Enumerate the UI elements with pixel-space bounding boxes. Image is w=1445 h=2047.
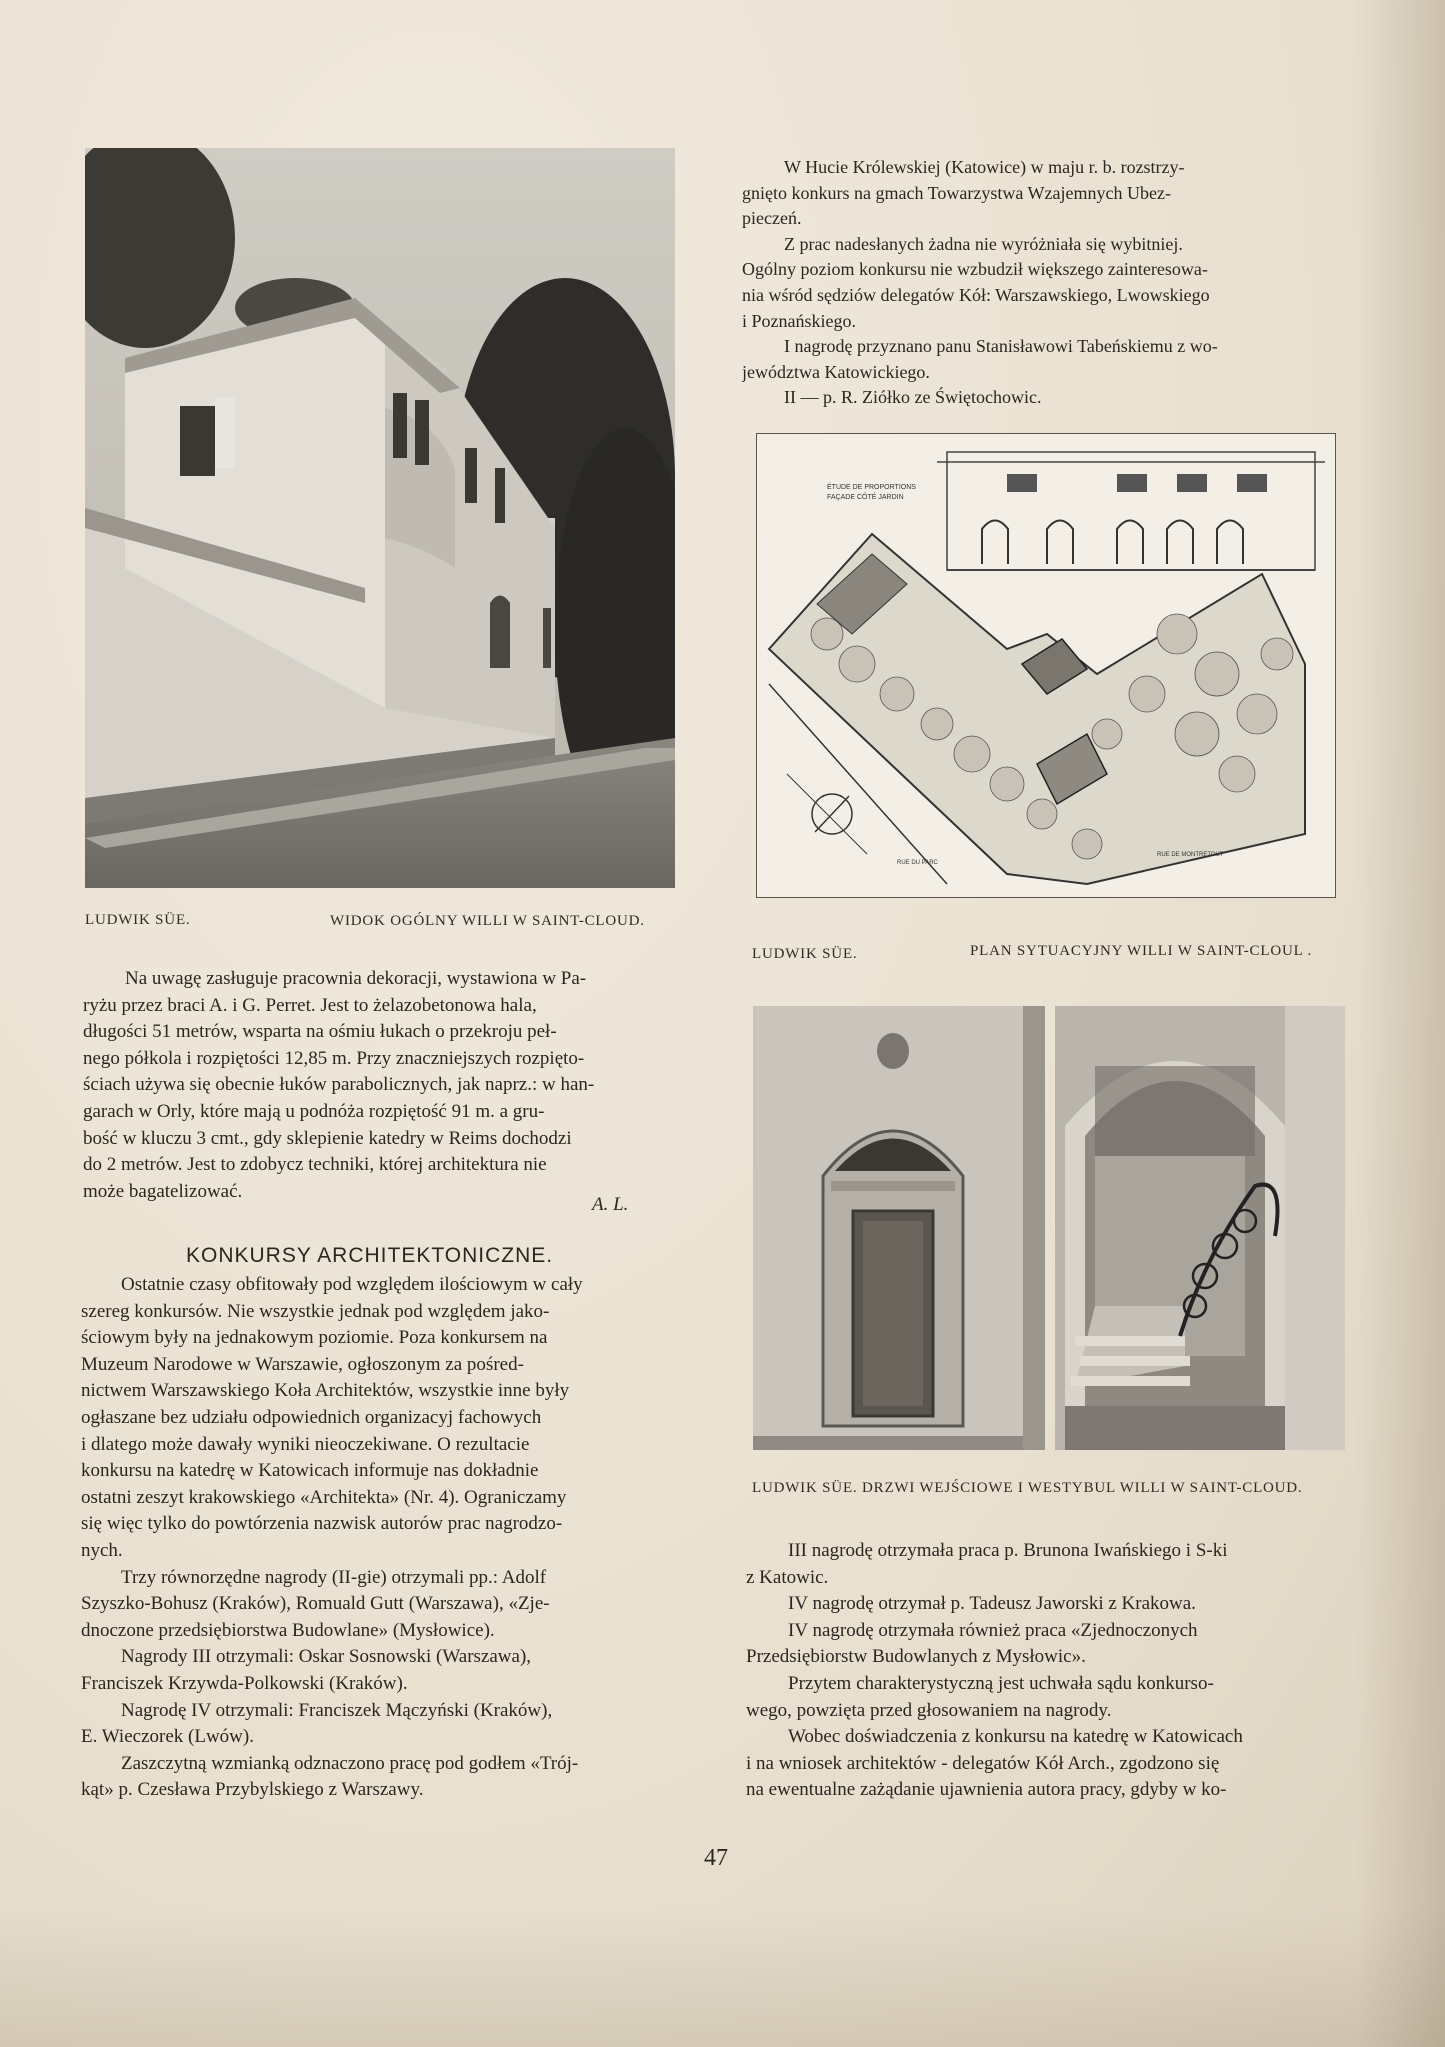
villa-photo-caption-author: LUDWIK SÜE. bbox=[85, 912, 191, 928]
page-bottom-shadow bbox=[0, 1907, 1445, 2047]
text-line: Franciszek Krzywda-Polkowski (Kraków). bbox=[81, 1672, 408, 1694]
site-plan-drawing bbox=[756, 433, 1336, 898]
text-line: z Katowic. bbox=[746, 1566, 829, 1588]
plan-label-street1: RUE DU PARC bbox=[897, 860, 938, 866]
page-number: 47 bbox=[704, 1845, 728, 1871]
text-line: Wobec doświadczenia z konkursu na katedrę w Katowicach bbox=[788, 1726, 1243, 1748]
text-line: Przytem charakterystyczną jest uchwała sądu konkurso- bbox=[788, 1672, 1214, 1694]
competitions-paragraphs bbox=[81, 1272, 686, 1804]
text-line: bość w kluczu 3 cmt., gdy sklepienie katedry w Reims dochodzi bbox=[83, 1127, 572, 1149]
text-line: Ogólny poziom konkursu nie wzbudził większego zainteresowa- bbox=[742, 259, 1208, 280]
katowice-competition-text bbox=[742, 155, 1327, 411]
text-line: szereg konkursów. Nie wszystkie jednak pod względem jako- bbox=[81, 1300, 550, 1322]
text-line: kąt» p. Czesława Przybylskiego z Warszawy. bbox=[81, 1779, 424, 1801]
section-heading: KONKURSY ARCHITEKTONICZNE. bbox=[186, 1244, 554, 1267]
page-edge-shadow bbox=[1355, 0, 1445, 2047]
text-line: Muzeum Narodowe w Warszawie, ogłoszonym za pośred- bbox=[81, 1353, 524, 1375]
site-plan-caption-title: PLAN SYTUACYJNY WILLI W SAINT-CLOUL . bbox=[970, 943, 1313, 959]
text-line: Szyszko-Bohusz (Kraków), Romuald Gutt (Warszawa), «Zje- bbox=[81, 1593, 550, 1615]
text-line: nia wśród sędziów delegatów Kół: Warszawskiego, Lwowskiego bbox=[742, 284, 1210, 305]
text-line: ogłaszane bez udziału odpowiednich organizacyj fachowych bbox=[81, 1406, 542, 1428]
plan-label-facade: FAÇADE CÔTÉ JARDIN bbox=[827, 494, 904, 501]
text-line: nych. bbox=[81, 1539, 123, 1561]
text-line: Trzy równorzędne nagrody (II-gie) otrzymali pp.: Adolf bbox=[121, 1566, 547, 1588]
text-line: i Poznańskiego. bbox=[742, 310, 856, 331]
plan-label-study: ÉTUDE DE PROPORTIONS bbox=[827, 484, 916, 491]
perret-paragraph bbox=[83, 966, 683, 1205]
text-line: nego półkola i rozpiętości 12,85 m. Przy znaczniejszych rozpięto- bbox=[83, 1047, 585, 1069]
prize-results-text bbox=[746, 1538, 1356, 1804]
text-line: i na wniosek architektów - delegatów Kół Arch., zgodzono się bbox=[746, 1752, 1220, 1774]
text-line: ryżu przez braci A. i G. Perret. Jest to żelazobetonowa hala, bbox=[83, 994, 537, 1016]
plan-label-street2: RUE DE MONTRETOUT bbox=[1157, 852, 1224, 858]
text-line: i dlatego może dawały wyniki nieoczekiwane. O rezultacie bbox=[81, 1433, 530, 1455]
author-signature: A. L. bbox=[592, 1194, 629, 1215]
text-line: jewództwa Katowickiego. bbox=[742, 361, 930, 382]
text-line: II — p. R. Ziółko ze Świętochowic. bbox=[784, 387, 1042, 408]
text-line: garach w Orly, które mają u podnóża rozpiętość 91 m. a gru- bbox=[83, 1100, 545, 1122]
text-line: ściowym były na jednakowym poziomie. Poza konkursem na bbox=[81, 1327, 548, 1349]
text-line: Z prac nadesłanych żadna nie wyróżniała się wybitniej. bbox=[784, 233, 1183, 254]
text-line: pieczeń. bbox=[742, 208, 802, 229]
villa-photo bbox=[85, 148, 675, 888]
text-line: wego, powzięta przed głosowaniem na nagrody. bbox=[746, 1699, 1112, 1721]
text-line: E. Wieczorek (Lwów). bbox=[81, 1726, 254, 1748]
text-line: Na uwagę zasługuje pracownia dekoracji, wystawiona w Pa- bbox=[125, 968, 587, 989]
entrance-door-photo bbox=[753, 1006, 1045, 1450]
text-line: nictwem Warszawskiego Koła Architektów, wszystkie inne były bbox=[81, 1380, 570, 1402]
text-line: się więc tylko do powtórzenia nazwisk autorów prac nagrodzo- bbox=[81, 1513, 563, 1535]
text-line: ściach używa się obecnie łuków parabolicznych, jak naprz.: w han- bbox=[83, 1074, 595, 1096]
text-line: Przedsiębiorstw Budowlanych z Mysłowic». bbox=[746, 1646, 1086, 1668]
text-line: Zaszczytną wzmianką odznaczono pracę pod godłem «Trój- bbox=[121, 1752, 579, 1774]
text-line: do 2 metrów. Jest to zdobycz techniki, której architektura nie bbox=[83, 1154, 547, 1176]
text-line: IV nagrodę otrzymał p. Tadeusz Jaworski z Krakowa. bbox=[788, 1593, 1196, 1615]
text-line: W Hucie Królewskiej (Katowice) w maju r. b. rozstrzy- bbox=[784, 157, 1185, 177]
text-line: dnoczone przedsiębiorstwa Budowlane» (Mysłowice). bbox=[81, 1619, 495, 1641]
text-line: może bagatelizować. bbox=[83, 1180, 243, 1202]
text-line: Nagrody III otrzymali: Oskar Sosnowski (Warszawa), bbox=[121, 1646, 532, 1668]
vestibule-photo bbox=[1055, 1006, 1345, 1450]
text-line: III nagrodę otrzymała praca p. Brunona Iwańskiego i S-ki bbox=[788, 1540, 1228, 1561]
text-line: I nagrodę przyznano panu Stanisławowi Tabeńskiemu z wo- bbox=[784, 336, 1218, 357]
text-line: na ewentualne zażądanie ujawnienia autora pracy, gdyby w ko- bbox=[746, 1779, 1227, 1801]
door-photos-caption: LUDWIK SÜE. DRZWI WEJŚCIOWE I WESTYBUL WILLI W SAINT-CLOUD. bbox=[752, 1480, 1303, 1496]
site-plan-caption-author: LUDWIK SÜE. bbox=[752, 946, 858, 962]
text-line: Ostatnie czasy obfitowały pod względem ilościowym w cały bbox=[121, 1274, 583, 1295]
text-line: ostatni zeszyt krakowskiego «Architekta» (Nr. 4). Ograniczamy bbox=[81, 1486, 567, 1508]
villa-photo-caption-title: WIDOK OGÓLNY WILLI W SAINT-CLOUD. bbox=[330, 913, 645, 929]
text-line: gnięto konkurs na gmach Towarzystwa Wzajemnych Ubez- bbox=[742, 182, 1171, 203]
text-line: Nagrodę IV otrzymali: Franciszek Mączyński (Kraków), bbox=[121, 1699, 553, 1721]
text-line: IV nagrodę otrzymała również praca «Zjednoczonych bbox=[788, 1619, 1198, 1641]
text-line: długości 51 metrów, wsparta na ośmiu łukach o przekroju peł- bbox=[83, 1021, 557, 1043]
text-line: konkursu na katedrę w Katowicach informuje nas dokładnie bbox=[81, 1460, 539, 1482]
